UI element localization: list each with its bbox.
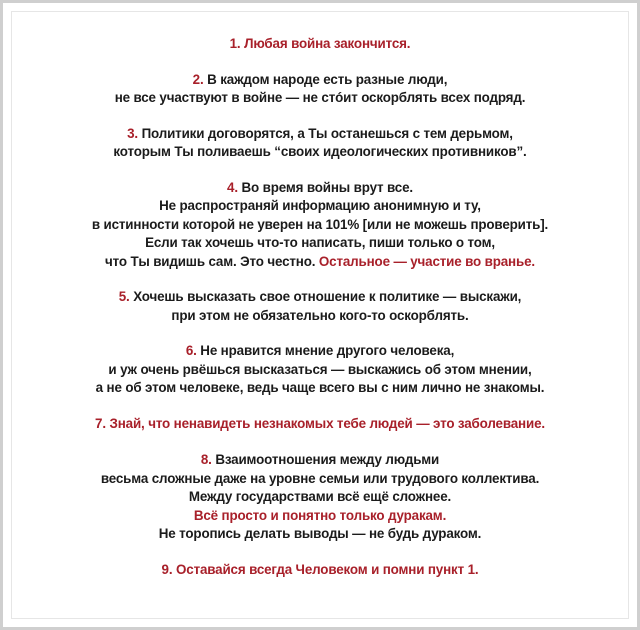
rule-7-number: 7.	[95, 415, 106, 431]
rule-8-line-3: Между государствами всё ещё сложнее.	[188, 489, 452, 504]
rule-1-line-1	[15, 35, 625, 54]
rule-4-highlight: Остальное — участие во вранье.	[318, 253, 535, 269]
rule-4	[15, 179, 625, 272]
rule-4-line-3: в истинности которой не уверен на 101% [или не можешь проверить].	[91, 216, 549, 232]
rule-5-number: 5.	[118, 289, 130, 304]
rule-4-line-2: Не распространяй информацию анонимную и ту,	[159, 198, 481, 213]
rule-8-highlight: Всё просто и понятно только дуракам.	[193, 507, 447, 523]
rule-9-line-1	[15, 561, 625, 580]
rule-5-text-1: Хочешь высказать свое отношение к политике — выскажи,	[133, 289, 522, 304]
rule-3	[15, 125, 625, 162]
rule-8-line-2: весьма сложные даже на уровне семьи или трудового коллектива.	[100, 470, 540, 486]
rule-8-closing: Не торопись делать выводы — не будь дураком.	[158, 526, 482, 541]
rule-6-number: 6.	[185, 343, 197, 358]
rule-1-number: 1.	[229, 36, 241, 51]
rule-4-text-1: Во время войны врут все.	[241, 179, 413, 195]
rule-4-text-5: что Ты видишь сам. Это честно.	[105, 253, 316, 269]
rule-6-line-1	[15, 342, 625, 361]
rule-4-line-1	[15, 179, 625, 198]
rule-3-line-2: которым Ты поливаешь “своих идеологических противников”.	[113, 144, 527, 159]
rule-5-line-2: при этом не обязательно кого-то оскорблять.	[171, 307, 469, 323]
rule-4-number: 4.	[227, 179, 238, 195]
rule-7-text-1: Знай, что ненавидеть незнакомых тебе людей — это заболевание.	[109, 415, 545, 431]
rule-5-line-1	[15, 288, 625, 307]
rules-list	[15, 35, 625, 596]
rule-6-text-1: Не нравится мнение другого человека,	[200, 343, 455, 358]
rule-3-text-1: Политики договорятся, а Ты останешься с тем дерьмом,	[141, 125, 513, 141]
rule-4-line-4: Если так хочешь что-то написать, пиши только о том,	[145, 235, 495, 250]
rule-3-line-1	[15, 125, 625, 144]
rule-8-line-1	[15, 451, 625, 470]
rule-2-line-2: не все участвуют в войне — не стóит оскорблять всех подряд.	[114, 90, 526, 105]
rule-4-line-5	[15, 253, 625, 272]
rule-6	[15, 342, 625, 398]
rule-9-number: 9.	[161, 561, 173, 577]
rule-1	[15, 35, 625, 54]
rule-6-line-2: и уж очень рвёшься высказаться — выскажись об этом мнении,	[108, 361, 532, 377]
rule-8-number: 8.	[200, 452, 212, 467]
rule-7-line-1	[15, 415, 625, 434]
rule-2-number: 2.	[192, 71, 204, 87]
rule-7	[15, 415, 625, 434]
rule-5	[15, 288, 625, 325]
rule-9	[15, 561, 625, 580]
rule-8-text-1: Взаимоотношения между людьми	[215, 452, 440, 467]
rule-9-text-1: Оставайся всегда Человеком и помни пункт 1.	[176, 561, 479, 577]
rule-2	[15, 71, 625, 108]
rule-6-line-3: а не об этом человеке, ведь чаще всего вы с ним лично не знакомы.	[95, 380, 545, 395]
rule-1-text: Любая война закончится.	[244, 36, 411, 51]
rule-8	[15, 451, 625, 544]
rule-3-number: 3.	[127, 125, 138, 141]
rule-2-text-1: В каждом народе есть разные люди,	[207, 71, 448, 87]
rule-2-line-1	[15, 71, 625, 90]
